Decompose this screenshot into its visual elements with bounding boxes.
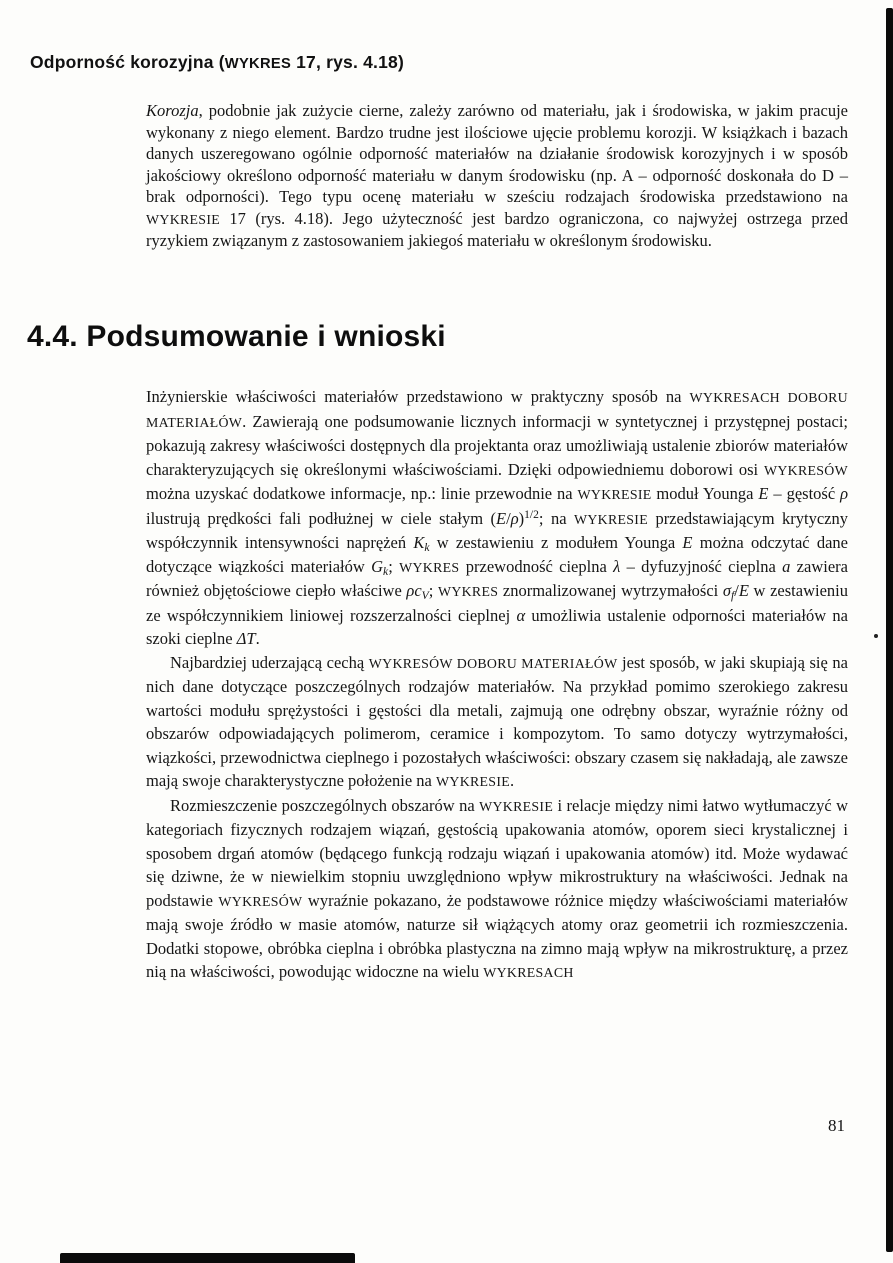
- paragraph: Rozmieszczenie poszczególnych obszarów na WYKRESIE i relacje między nimi łatwo wytłumaczyć w kategoriach fizycznych rodzajem wiązań, gęstością upakowania atomów, oporem sieci krystalicznej i sposobem drgań atomów (będącego funkcją rodzaju wiązań i upakowania atomów) itd. Może wydawać się dziwne, że w niewielkim stopniu uwzględniono wpływ mikrostruktury na właściwości. Jednak na podstawie WYKRESÓW wyraźnie pokazano, że podstawowe różnice między właściwościami materiałów mają swoje źródło w masie atomów, naturze sił wiążących atomy oraz geometrii ich rozmieszczenia. Dodatki stopowe, obróbka cieplna i obróbka plastyczna na zimno mają wpływ na mikrostrukturę, a przez nią na właściwości, powodując widoczne na wielu WYKRESACH: [146, 795, 849, 981]
- paragraph: Najbardziej uderzającą cechą WYKRESÓW DOBORU MATERIAŁÓW jest sposób, w jaki skupiają się na nich dane dotyczące poszczególnych rodzajów materiałów. Na przykład pomimo szerokiego zakresu wartości modułu sprężystości i gęstości dla metali, zajmują one odrębny obszar, wyraźnie różny od obszarów odpowiadających polimerom, ceramice i kompozytom. To samo dotyczy wytrzymałości, wiązkości, przewodnictwa cieplnego i pozostałych właściwości: obszary czasem się nakładają, ale zawsze mają swoje charakterystyczne położenie na WYKRESIE.: [146, 652, 848, 790]
- subsection-heading: Odporność korozyjna (WYKRES 17, rys. 4.18): [30, 52, 405, 72]
- page-number: 81: [828, 1116, 845, 1135]
- scan-speck: [874, 634, 878, 638]
- scan-edge-right: [886, 8, 893, 1252]
- paragraph: Inżynierskie właściwości materiałów przedstawiono w praktyczny sposób na WYKRESACH DOBORU MATERIAŁÓW. Zawierają one podsumowanie licznych informacji w syntetycznej i przystępnej postaci; pokazują zakresy właściwości dostępnych dla projektanta oraz umożliwiają ustalenie zbiorów materiałów charakteryzujących się określonymi właściwościami. Dzięki odpowiedniemu doborowi osi WYKRESÓW można uzyskać dodatkowe informacje, np.: linie przewodnie na WYKRESIE moduł Younga E – gęstość ρ ilustrują prędkości fali podłużnej w ciele stałym $(E/\rho)^{1/2}$; na WYKRESIE przedstawiającym krytyczny współczynnik intensywności naprężeń $K_k$ w zestawieniu z modułem Younga E można odczytać dane dotyczące wiązkości materiałów $G_k$; WYKRES przewodność cieplna λ – dyfuzyjność cieplna a zawiera również objętościowe ciepło właściwe $\rho c_V$; WYKRES znormalizowanej wytrzymałości $\sigma_f/E$ w zestawieniu ze współczynnikiem liniowej rozszerzalności cieplnej α umożliwia ustalenie odporności materiałów na szoki cieplne ΔT.: [146, 387, 848, 648]
- body-text: [146, 385, 848, 985]
- section-heading: 4.4. Podsumowanie i wnioski: [27, 320, 446, 353]
- intro-paragraph: Korozja, podobnie jak zużycie cierne, zależy zarówno od materiału, jak i środowiska, w jakim pracuje wykonany z niego element. Bardzo trudne jest ilościowe ujęcie problemu korozji. W książkach i bazach danych uszeregowano ogólnie odporność materiałów na działanie środowisk korozyjnych i w sposób jakościowy określono odporność materiału w danym środowisku (np. A – odporność doskonała do D – brak odporności). Tego typu ocenę materiału w sześciu rodzajach środowiska przedstawiono na WYKRESIE 17 (rys. 4.18). Jego użyteczność jest bardzo ograniczona, co najwyżej ostrzega przed ryzykiem związanym z zastosowaniem jakiegoś materiału w określonym środowisku.: [146, 101, 848, 250]
- scan-edge-bottom: [60, 1253, 355, 1263]
